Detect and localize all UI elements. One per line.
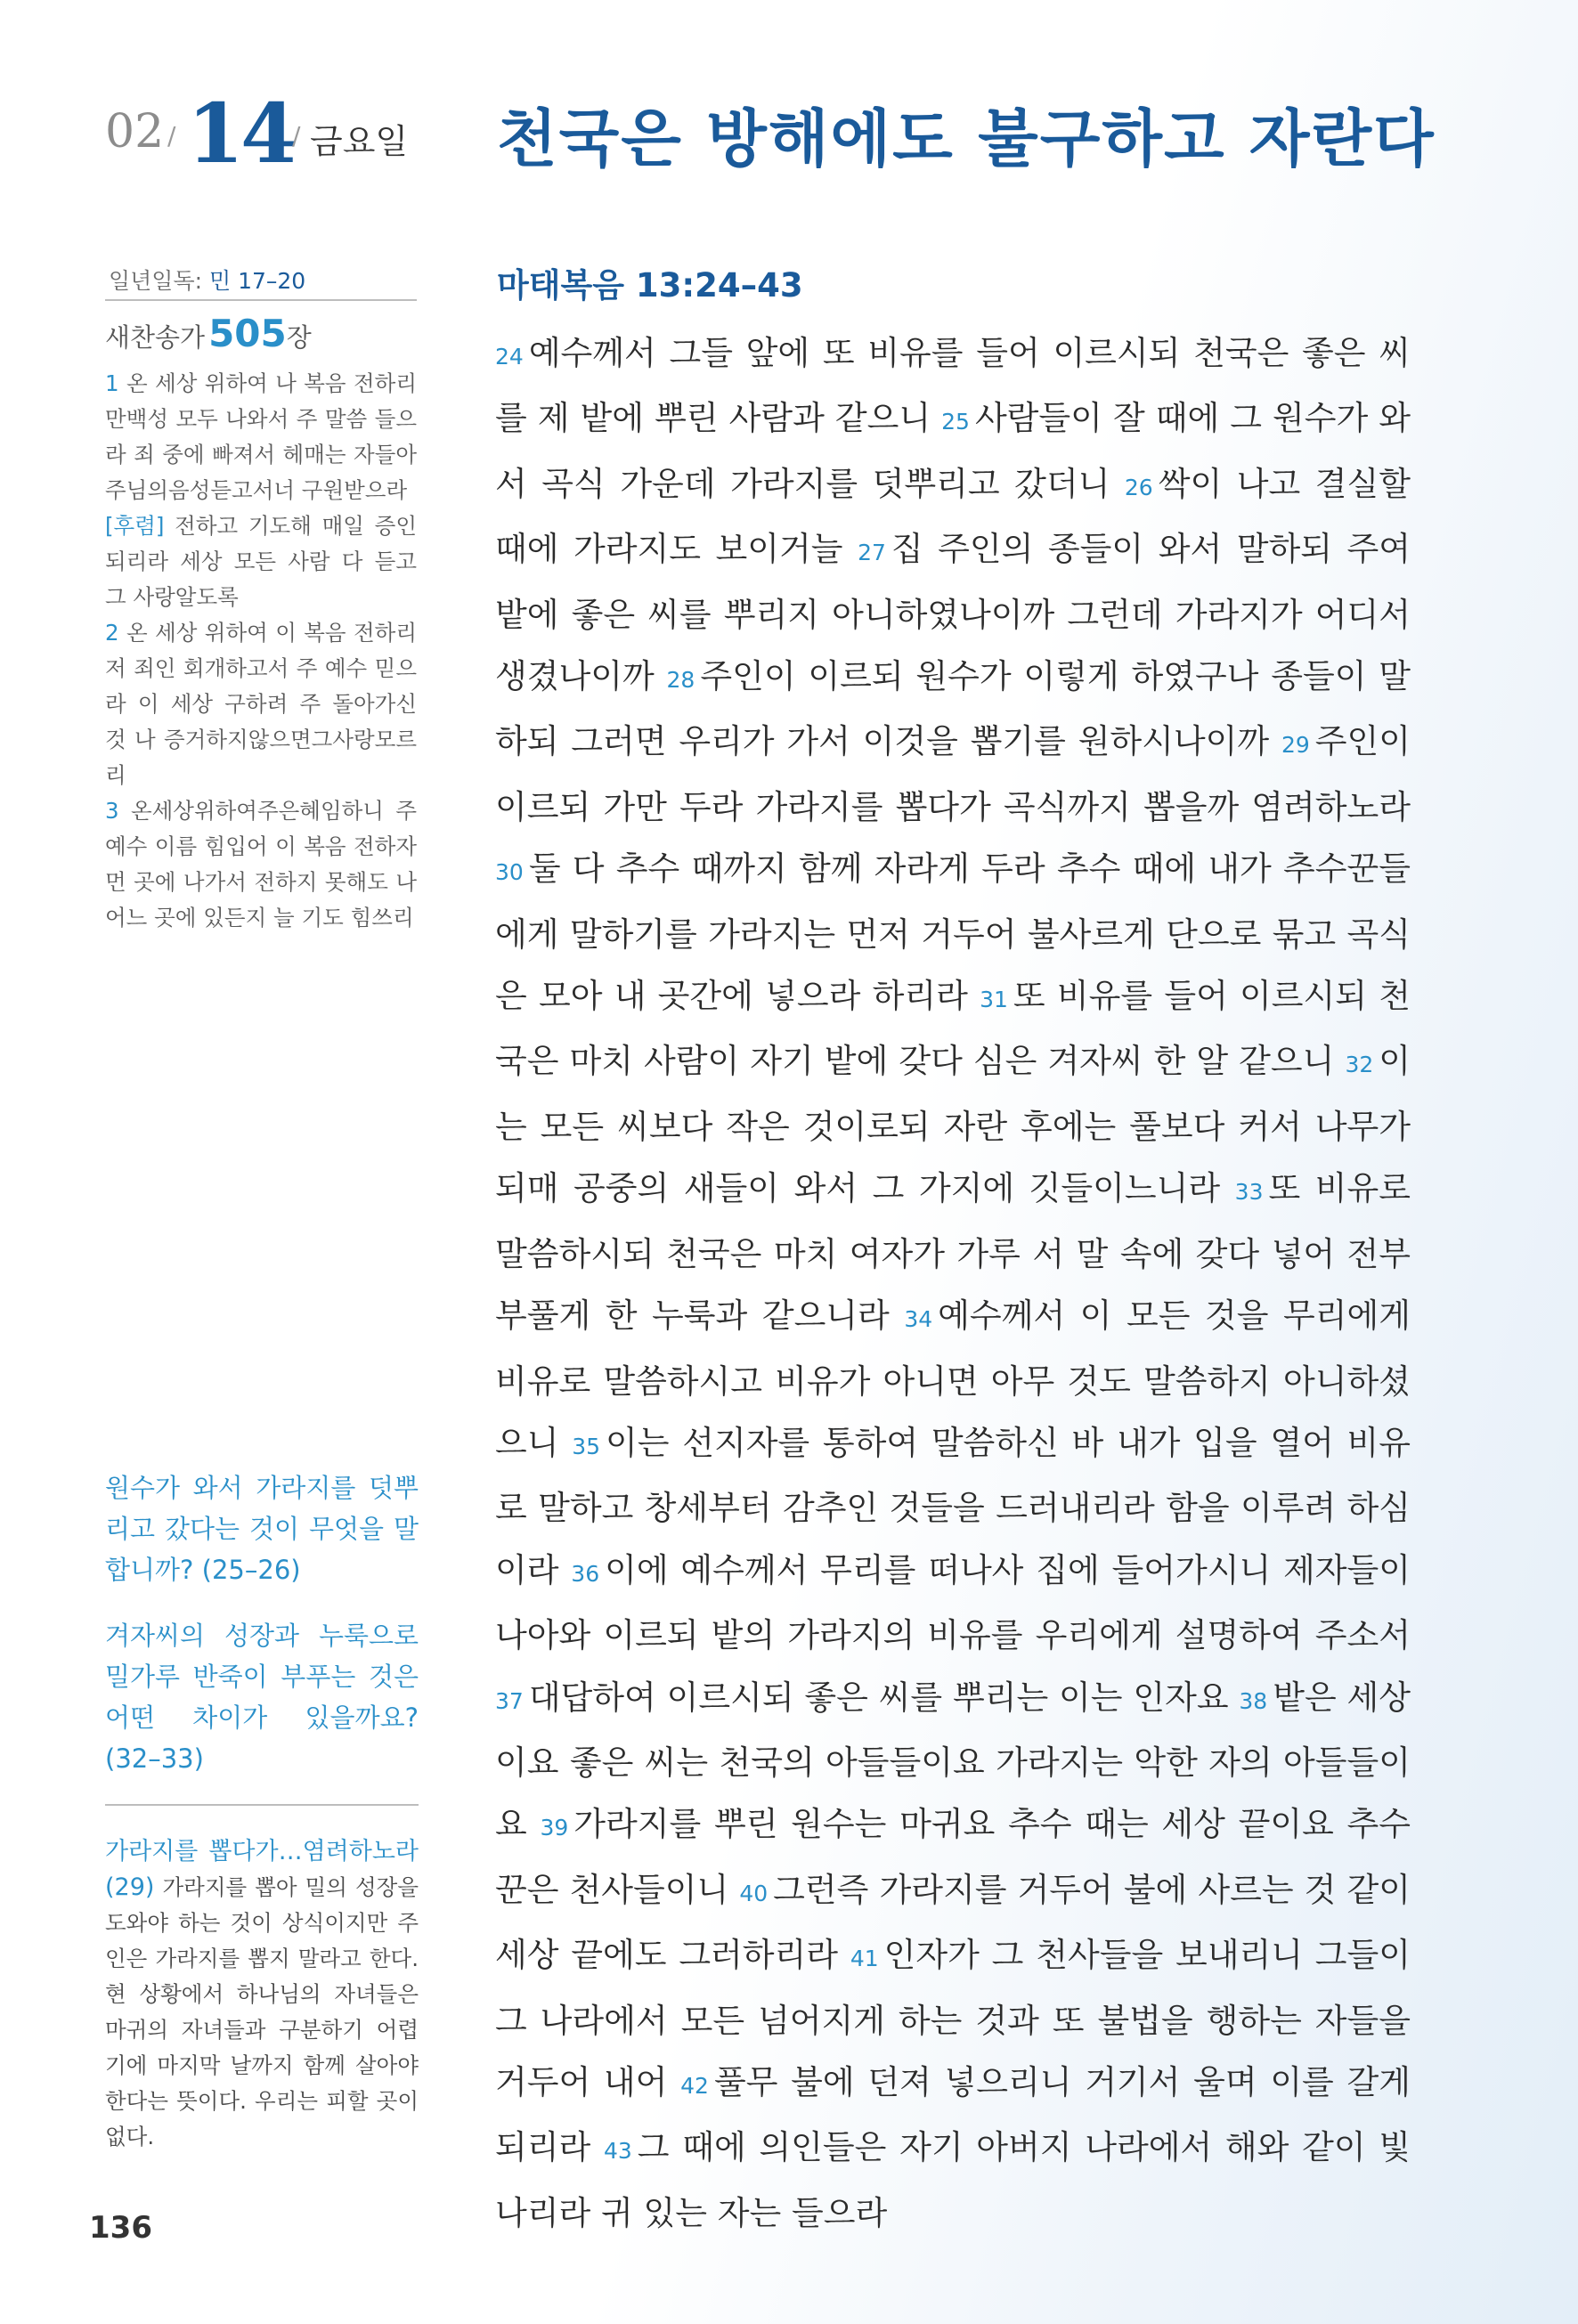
verse-number: 30 — [495, 859, 524, 886]
verse-number: 26 — [1124, 474, 1153, 500]
verse-number: 33 — [1234, 1179, 1264, 1206]
weekday: 금요일 — [310, 122, 409, 161]
hymn-chorus — [105, 508, 417, 615]
verse-text: 사람들이 잘 때에 그 원수가 와서 곡식 가운데 가라지를 덧뿌리고 갔더니 — [495, 399, 1411, 503]
verse-number: 28 — [666, 667, 695, 694]
verse-number: 36 — [571, 1560, 600, 1587]
verse-number: 42 — [680, 2072, 709, 2099]
verse-text: 주인이 이르되 가만 두라 가라지를 뽑다가 곡식까지 뽑을까 염려하노라 — [495, 722, 1411, 826]
verse-number: 40 — [739, 1880, 769, 1906]
verse-text: 그런즉 가라지를 거두어 불에 사르는 것 같이 세상 끝에도 그러하리라 — [495, 1870, 1411, 1975]
hymn-verse-text: 온 세상 위하여 이 복음 전하리 저 죄인 회개하고서 주 예수 믿으라 이 세상 구하려 주 돌아가신 것 나 증거하지않으면그사랑모르리 — [105, 620, 417, 788]
month: 02 — [105, 105, 165, 158]
date-separator: / — [167, 121, 176, 150]
verse-number: 35 — [572, 1433, 601, 1459]
verse-number: 43 — [603, 2138, 632, 2165]
hymn-verse-text: 전하고 기도해 매일 증인 되리라 세상 모든 사람 다 듣고 그 사랑알도록 — [105, 513, 417, 610]
verse-text: 또 비유를 들어 이르시되 천국은 마치 사람이 자기 밭에 갖다 심은 겨자씨 한 알 같으니 — [495, 977, 1411, 1081]
reflection-questions — [105, 1467, 419, 1804]
verse-number: 25 — [941, 409, 970, 435]
hymn-suffix: 장 — [286, 322, 312, 353]
verse-text: 이에 예수께서 무리를 떠나사 집에 들어가시니 제자들이 나아와 이르되 밭의 가라지의 비유를 우리에게 설명하여 주소서 — [495, 1550, 1411, 1655]
verse-number: 38 — [1239, 1687, 1268, 1714]
verse-text: 주인이 이르되 원수가 이렇게 하였구나 종들이 말하되 그러면 우리가 가서 이것을 뽑기를 원하시나이까 — [495, 657, 1411, 761]
yearly-reading-label: 일년일독: — [109, 268, 203, 294]
note-paragraph — [105, 1834, 419, 2155]
hymn-verse-number: 3 — [105, 798, 119, 824]
verse-number: 39 — [540, 1815, 569, 1841]
hymn-verse-number: 2 — [105, 620, 119, 646]
question: 원수가 와서 가라지를 덧뿌리고 갔다는 것이 무엇을 말합니까? (25–26) — [105, 1473, 419, 1585]
note-lead: 가라지를 뽑다가…염려하노라(29) — [105, 1838, 419, 1901]
sidebar — [105, 264, 417, 936]
divider — [105, 299, 417, 301]
verse-text: 둘 다 추수 때까지 함께 자라게 두라 추수 때에 내가 추수꾼들에게 말하기를 가라지는 먼저 거두어 불사르게 단으로 묶고 곡식은 모아 내 곳간에 넣으라 하리라 — [495, 849, 1411, 1016]
verse-text: 또 비유로 말씀하시되 천국은 마치 여자가 가루 서 말 속에 갖다 넣어 전부 부풀게 한 누룩과 같으니라 — [495, 1169, 1411, 1336]
verse-text: 인자가 그 천사들을 보내리니 그들이 그 나라에서 모든 넘어지게 하는 것과 또 불법을 행하는 자들을 거두어 내어 — [495, 1936, 1411, 2101]
day: 14 — [187, 85, 295, 182]
passage-reference: 마태복음 13:24–43 — [497, 266, 803, 305]
verse — [495, 2128, 1411, 2231]
yearly-reading-ref: 민 17–20 — [208, 268, 306, 294]
verse-text: 그 때에 의인들은 자기 아버지 나라에서 해와 같이 빛나리라 귀 있는 자는 들으라 — [495, 2128, 1411, 2232]
verse-number: 37 — [495, 1687, 524, 1714]
verse-text: 예수께서 이 모든 것을 무리에게 비유로 말씀하시고 비유가 아니면 아무 것도 말씀하지 아니하셨으니 — [495, 1296, 1411, 1462]
verse-text: 가라지를 뿌린 원수는 마귀요 추수 때는 세상 끝이요 추수꾼은 천사들이니 — [495, 1805, 1411, 1909]
hymn-verse — [105, 615, 417, 793]
verse-text: 이는 선지자를 통하여 말씀하신 바 내가 입을 열어 비유로 말하고 창세부터 감추인 것들을 드러내리라 함을 이루려 하심이라 — [495, 1423, 1411, 1589]
verse-number: 41 — [850, 1946, 879, 1972]
page-title: 천국은 방해에도 불구하고 자란다 — [497, 102, 1436, 175]
hymn-chorus-tag: [후렴] — [105, 513, 165, 539]
verse-number: 24 — [495, 344, 524, 370]
verse-text: 싹이 나고 결실할 때에 가라지도 보이거늘 — [495, 464, 1411, 569]
verse — [495, 1551, 1411, 1654]
scripture-passage — [495, 322, 1411, 2244]
verse — [495, 1678, 1229, 1717]
verse-number: 32 — [1345, 1052, 1374, 1078]
yearly-reading — [105, 264, 417, 299]
hymn-verse-text: 온 세상 위하여 나 복음 전하리 만백성 모두 나와서 주 말씀 들으라 죄 중에 빠져서 헤매는 자들아 주님의음성듣고서너 구원받으라 — [105, 370, 417, 503]
hymn-lyrics — [105, 366, 417, 936]
verse-number: 34 — [904, 1306, 933, 1333]
question: 겨자씨의 성장과 누룩으로 밀가루 반죽이 부푸는 것은 어떤 차이가 있을까요? (32–33) — [105, 1621, 419, 1774]
hymn-number: 505 — [208, 312, 287, 355]
hymn-heading — [105, 312, 417, 355]
hymn-label: 새찬송가 — [105, 322, 206, 353]
verse-text: 예수께서 그들 앞에 또 비유를 들어 이르시되 천국은 좋은 씨를 제 밭에 뿌린 사람과 같으니 — [495, 334, 1411, 438]
verse-number: 29 — [1281, 732, 1310, 759]
hymn-verse — [105, 793, 417, 936]
verse-text: 풀무 불에 던져 넣으리니 거기서 울며 이를 갈게 되리라 — [495, 2062, 1411, 2167]
divider — [105, 1804, 419, 1806]
hymn-verse — [105, 366, 417, 508]
verse-number: 31 — [980, 987, 1008, 1013]
verse-text: 밭은 세상이요 좋은 씨는 천국의 아들들이요 가라지는 악한 자의 아들들이요 — [495, 1678, 1411, 1844]
page-number: 136 — [89, 2210, 152, 2246]
date-separator: / — [292, 121, 301, 150]
verse-text: 이는 모든 씨보다 작은 것이로되 자란 후에는 풀보다 커서 나무가 되매 공중의 새들이 와서 그 가지에 깃들이느니라 — [495, 1042, 1411, 1208]
verse-text: 집 주인의 종들이 와서 말하되 주여 밭에 좋은 씨를 뿌리지 아니하였나이까 그런데 가라지가 어디서 생겼나이까 — [495, 530, 1411, 696]
verse-number: 27 — [858, 540, 886, 566]
verse-text: 대답하여 이르시되 좋은 씨를 뿌리는 이는 인자요 — [528, 1678, 1229, 1717]
note-body: 가라지를 뽑아 밀의 성장을 도와야 하는 것이 상식이지만 주인은 가라지를 뽑지 말라고 한다. 현 상황에서 하나님의 자녀들은 마귀의 자녀들과 구분하기 어렵기에 마지막 날까지 함께 살아야 한다는 뜻이다. 우리는 피할 곳이 없다. — [105, 1874, 419, 2149]
hymn-verse-number: 1 — [105, 370, 119, 396]
hymn-verse-text: 온세상위하여주은혜임하니 주 예수 이름 힘입어 이 복음 전하자 먼 곳에 나가서 전하지 못해도 나 어느 곳에 있든지 늘 기도 힘쓰리 — [105, 798, 417, 930]
commentary-note — [105, 1804, 419, 2155]
